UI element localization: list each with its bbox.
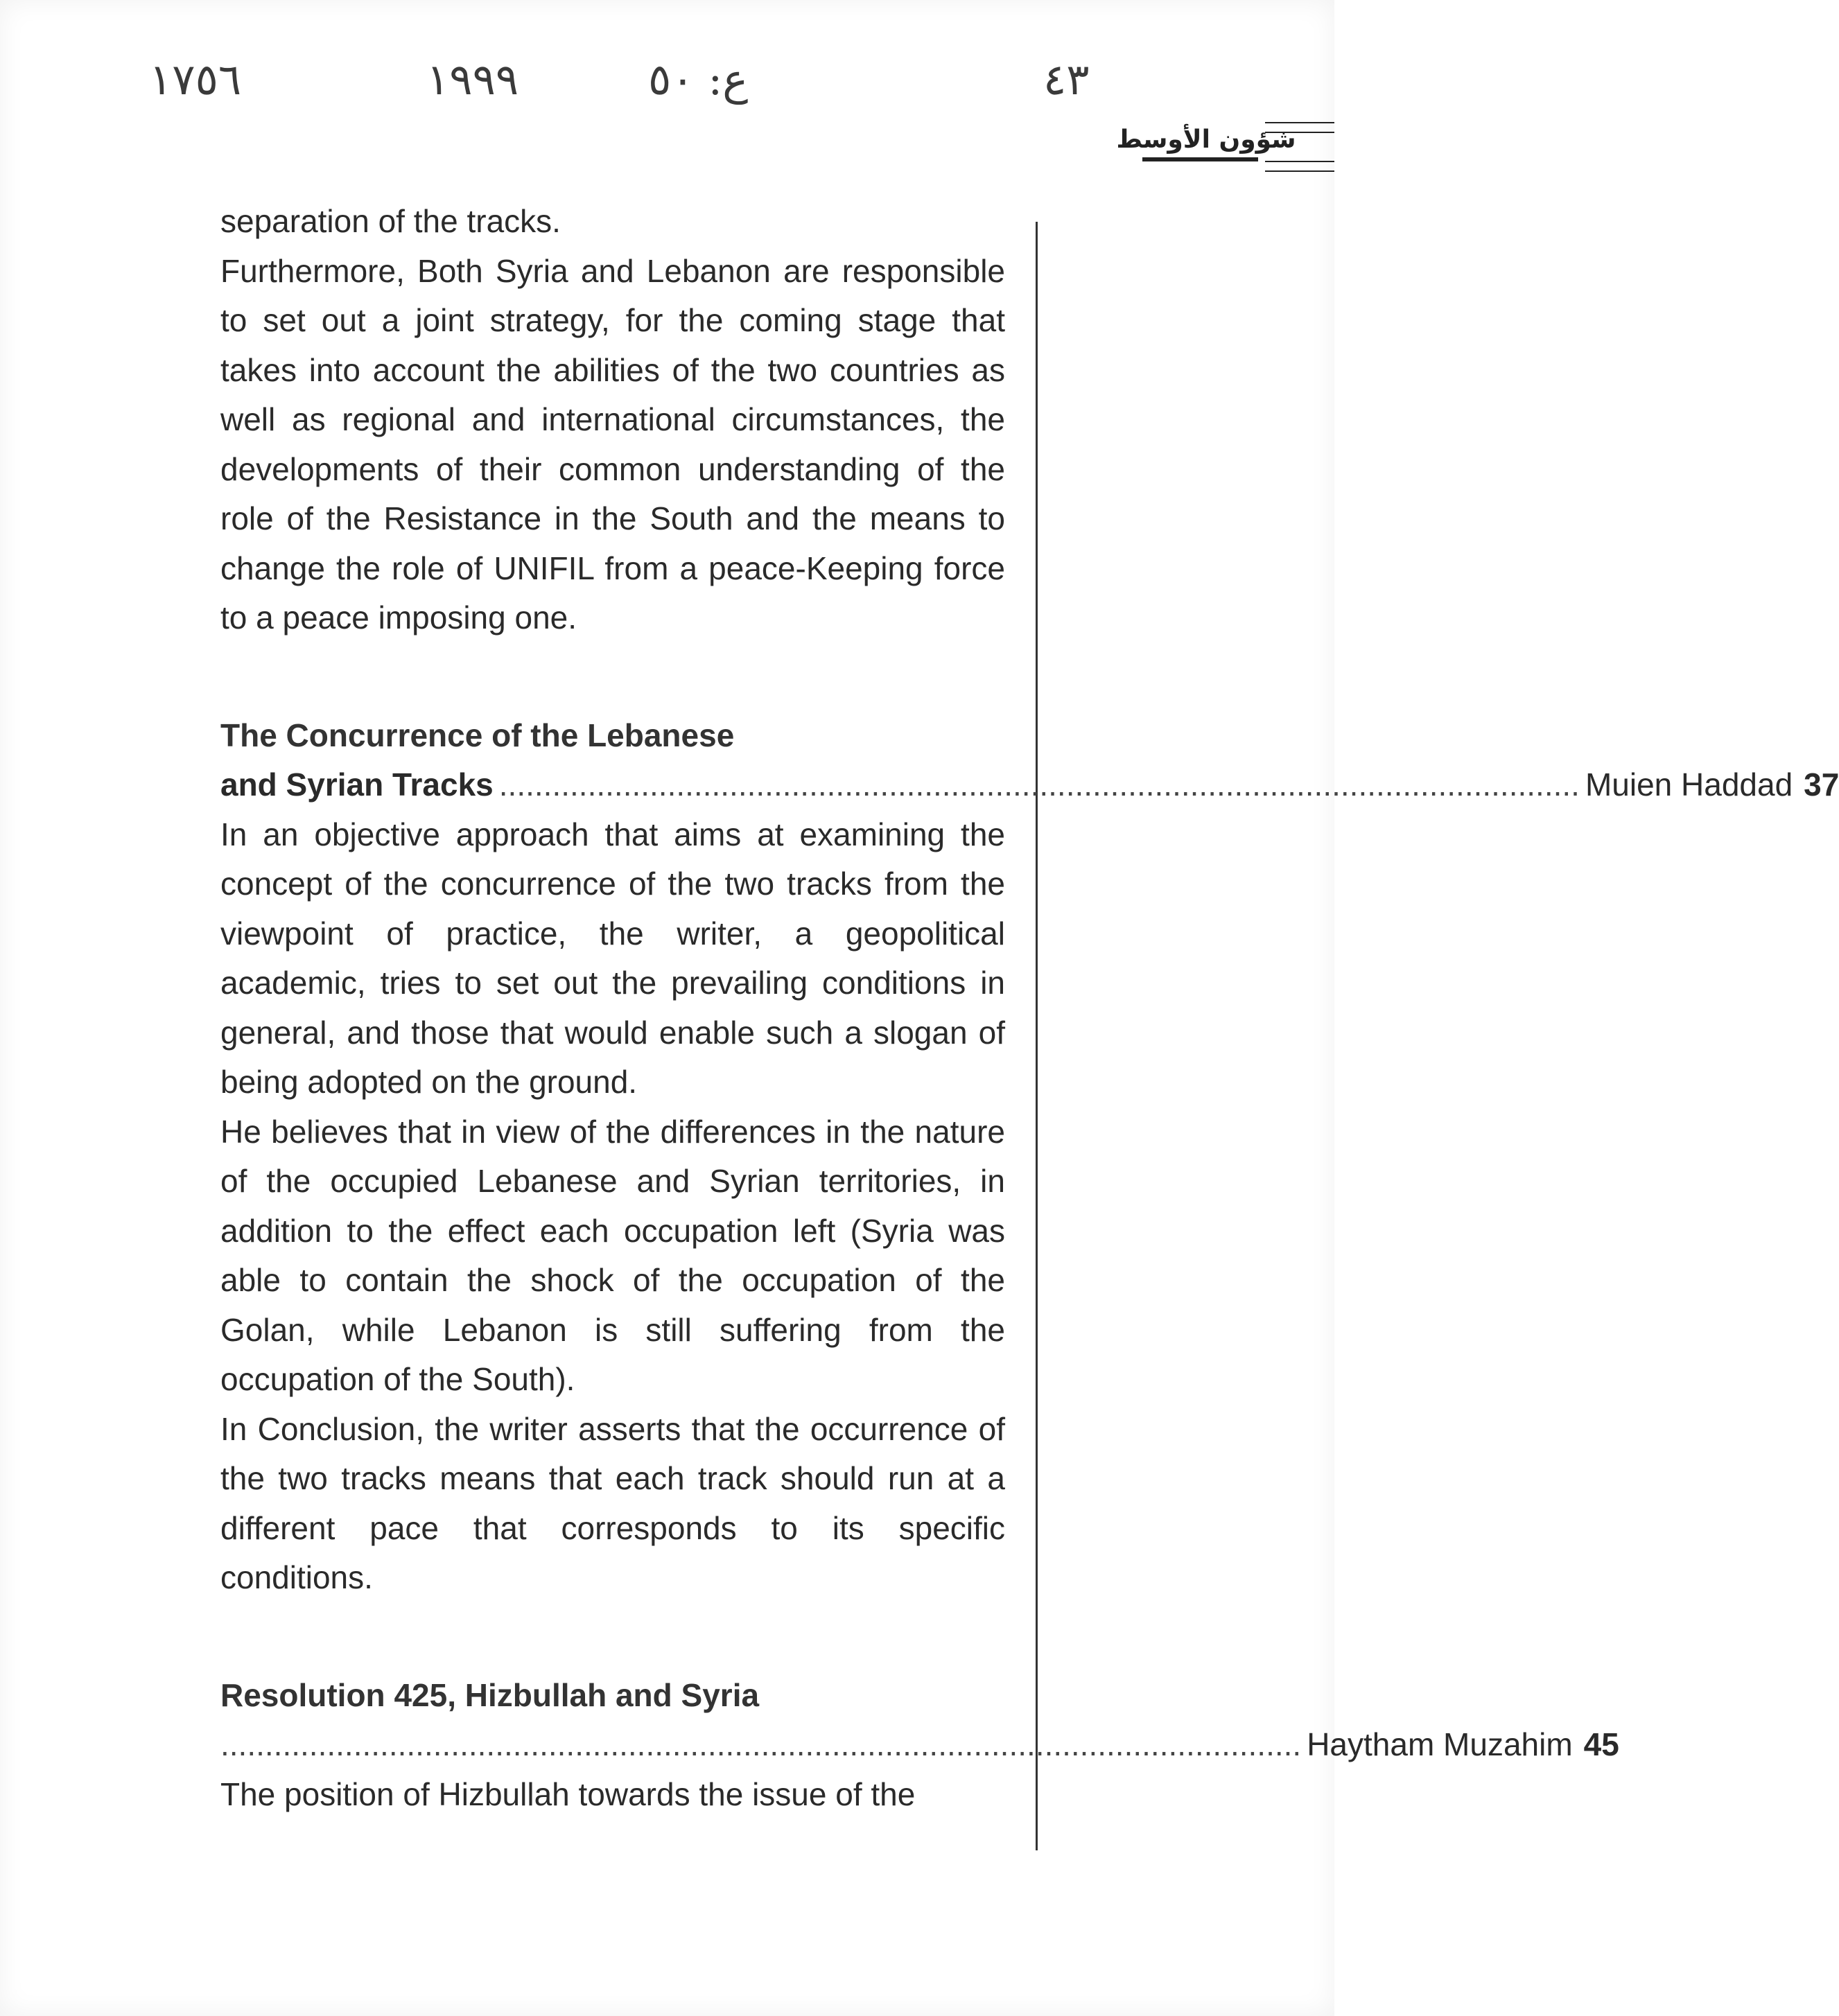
intro-paragraph-1: separation of the tracks. <box>220 203 561 239</box>
article1-byline <box>220 760 1839 810</box>
article1-page: 37 <box>1804 766 1839 803</box>
handwritten-number: ١٧٥٦ <box>149 54 242 105</box>
article1-author: Muien Haddad <box>1585 766 1793 803</box>
handwritten-issue: ع: ٥٠ <box>648 54 749 105</box>
article2-page: 45 <box>1583 1726 1619 1762</box>
article1-paragraph-1: In an objective approach that aims at examining the concept of the concurrence of the two tracks from the viewpoint of practice, the writer, a geopolitical academic, tries to set out the prevailing conditions in general, and those that would enable such a slogan of being adopted on the ground. <box>220 816 1005 1100</box>
svg-text:شؤون الأوسط: شؤون الأوسط <box>1116 125 1296 154</box>
article1-title-cont: and Syrian Tracks <box>220 766 494 803</box>
text-column <box>220 197 1839 1819</box>
journal-logo <box>1116 107 1334 184</box>
leader-dots <box>220 1720 1301 1770</box>
spacer <box>220 1603 1005 1671</box>
leader-dots <box>499 760 1580 810</box>
article2-title: Resolution 425, Hizbullah and Syria <box>220 1676 760 1713</box>
article1-paragraph-3: In Conclusion, the writer asserts that the occurrence of the two tracks means that each track should run at a different pace that corresponds to its specific conditions. <box>220 1410 1005 1595</box>
column-rule <box>1036 222 1038 1850</box>
article2-paragraph-1: The position of Hizbullah towards the issue of the <box>220 1776 916 1812</box>
article2-author: Haytham Muzahim <box>1307 1726 1573 1762</box>
article1-paragraph-2: He believes that in view of the differences in the nature of the occupied Lebanese and Syrian territories, in addition to the effect each occupation left (Syria was able to contain the shock of the occupation of the Golan, while Lebanon is still suffering from the occupation of the South). <box>220 1113 1005 1397</box>
article1-title: The Concurrence of the Lebanese <box>220 717 735 753</box>
intro-paragraph-2: Furthermore, Both Syria and Lebanon are responsible to set out a joint strategy, for the coming stage that takes into account the abilities of the two countries as well as regional and international circumstances, the developments of their common understanding of the role of the Resistance in the South and the means to change the role of UNIFIL from a peace-Keeping force to a peace imposing one. <box>220 252 1005 636</box>
handwritten-year: ١٩٩٩ <box>426 54 519 105</box>
spacer <box>220 643 1005 711</box>
handwritten-page: ٤٣ <box>1043 54 1090 105</box>
article2-byline <box>220 1720 1619 1770</box>
